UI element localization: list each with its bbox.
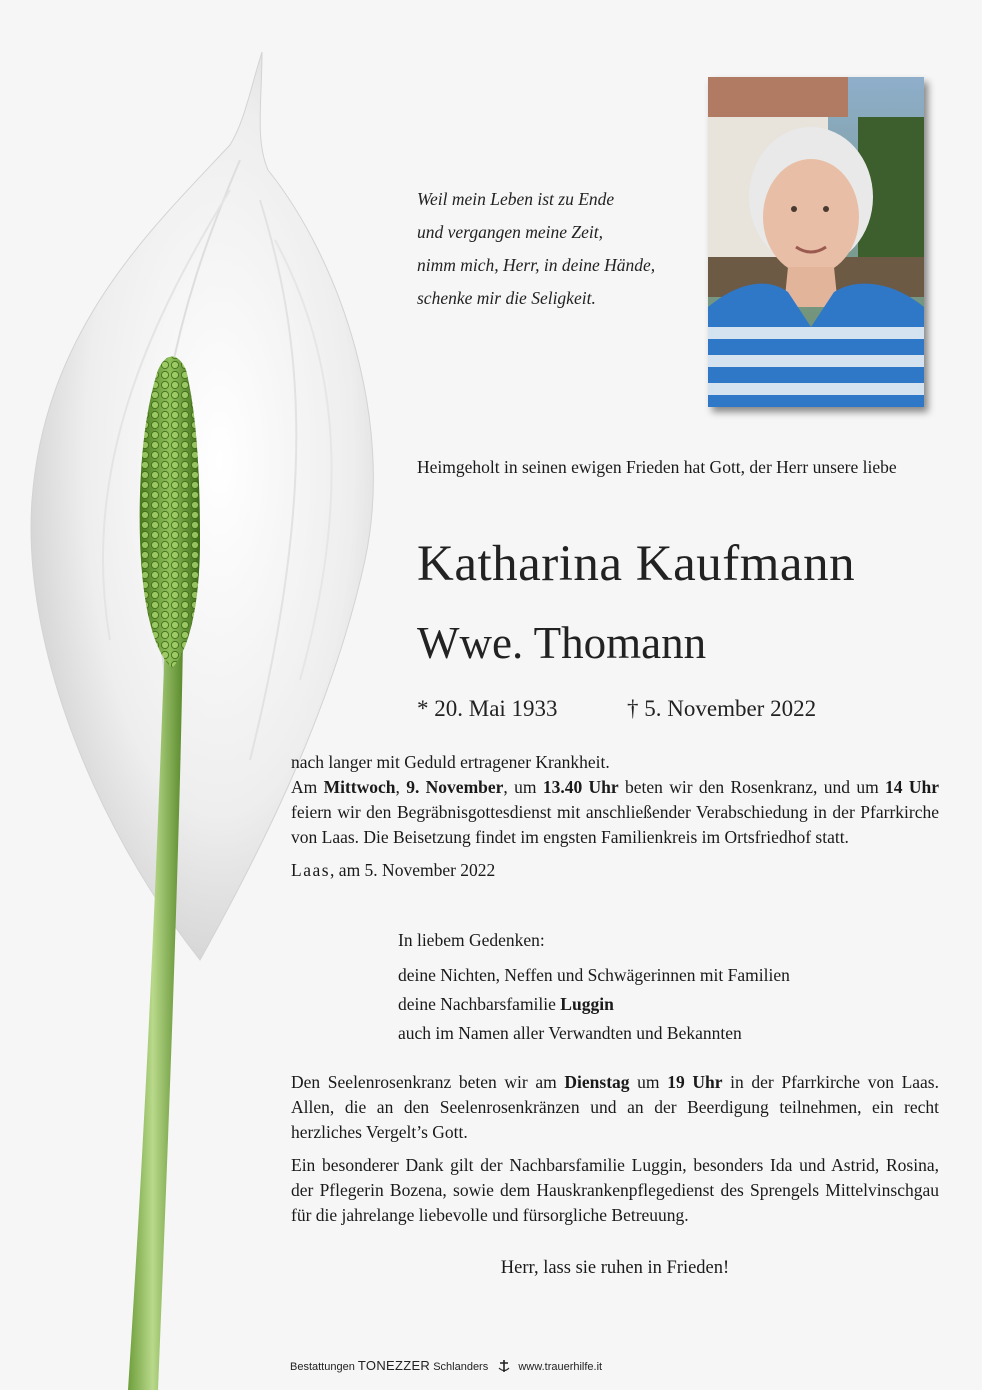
mourners-line	[398, 992, 918, 1017]
poem-line: nimm mich, Herr, in deine Hände,	[417, 255, 656, 275]
footer-brand: TONEZZER	[357, 1358, 431, 1373]
poem-line: und vergangen meine Zeit,	[417, 222, 603, 242]
mass-time: 14 Uhr	[885, 777, 939, 797]
rosary-announcement	[291, 1070, 939, 1145]
service-text: beten wir den Rosenkranz, und um	[618, 777, 886, 797]
service-text: , um	[503, 777, 543, 797]
footer-url[interactable]: www.trauerhilfe.it	[518, 1361, 603, 1373]
footer-prefix: Bestattungen	[290, 1361, 355, 1373]
service-date: 9. November	[406, 777, 504, 797]
mourners-heading: In liebem Gedenken:	[398, 930, 545, 950]
notice-date: , am 5. November 2022	[330, 860, 496, 880]
poem	[417, 183, 707, 315]
obituary-body	[291, 750, 939, 883]
rosary-time: 13.40 Uhr	[542, 777, 619, 797]
farewell-text: Herr, lass sie ruhen in Frieden!	[500, 1258, 730, 1278]
death-date: † 5. November 2022	[627, 696, 817, 721]
portrait-photo	[708, 77, 924, 407]
mourners-family-name: Luggin	[560, 994, 614, 1014]
mourners-line: auch im Namen aller Verwandten und Bekannten	[398, 1023, 742, 1043]
service-text: feiern wir den Begräbnisgottesdienst mit anschließender Verabschiedung in der Pfarrkirche von Laas. Die Beisetzung findet im engsten Familienkreis im Ortsfriedhof statt.	[291, 802, 939, 847]
intro-text: Heimgeholt in seinen ewigen Frieden hat Gott, der Herr unsere liebe	[417, 457, 897, 477]
footer	[290, 1358, 602, 1376]
poem-line: Weil mein Leben ist zu Ende	[417, 189, 615, 209]
rosary-text: in der Pfarrkirche von Laas. Allen, die an den Seelenrosenkränzen und an der Beerdigung teilnehmen, ein recht herzliches Vergelt’s Gott.	[291, 1072, 939, 1142]
rosary-day: Dienstag	[564, 1072, 630, 1092]
life-dates	[417, 696, 817, 722]
trauerhilfe-logo-icon	[496, 1359, 512, 1376]
place-name: Laas	[291, 860, 331, 880]
service-details	[291, 775, 939, 850]
mourners-line: deine Nichten, Neffen und Schwägerinnen mit Familien	[398, 965, 790, 985]
service-text: ,	[395, 777, 407, 797]
poem-line: schenke mir die Seligkeit.	[417, 288, 596, 308]
service-text: Am	[291, 777, 324, 797]
deceased-name: Katharina Kaufmann	[417, 536, 856, 592]
rosary-hour: 19 Uhr	[667, 1072, 723, 1092]
place-date	[291, 858, 939, 883]
service-day: Mittwoch	[323, 777, 396, 797]
rosary-text: um	[629, 1072, 668, 1092]
mourners-text: deine Nachbarsfamilie	[398, 994, 561, 1014]
illness-text: nach langer mit Geduld ertragener Krankheit.	[291, 752, 610, 772]
birth-date: * 20. Mai 1933	[417, 696, 558, 721]
thanks-text: Ein besonderer Dank gilt der Nachbarsfamilie Luggin, besonders Ida und Astrid, Rosina, der Pflegerin Bozena, sowie dem Hauskrankenpflegedienst des Sprengels Mittelvinschgau für die jahrelange liebevolle und fürsorgliche Betreuung.	[291, 1155, 939, 1225]
deceased-previous-name: Wwe. Thomann	[417, 618, 707, 668]
footer-suffix: Schlanders	[433, 1361, 489, 1373]
rosary-text: Den Seelenrosenkranz beten wir am	[291, 1072, 565, 1092]
closing-section	[291, 1070, 939, 1236]
